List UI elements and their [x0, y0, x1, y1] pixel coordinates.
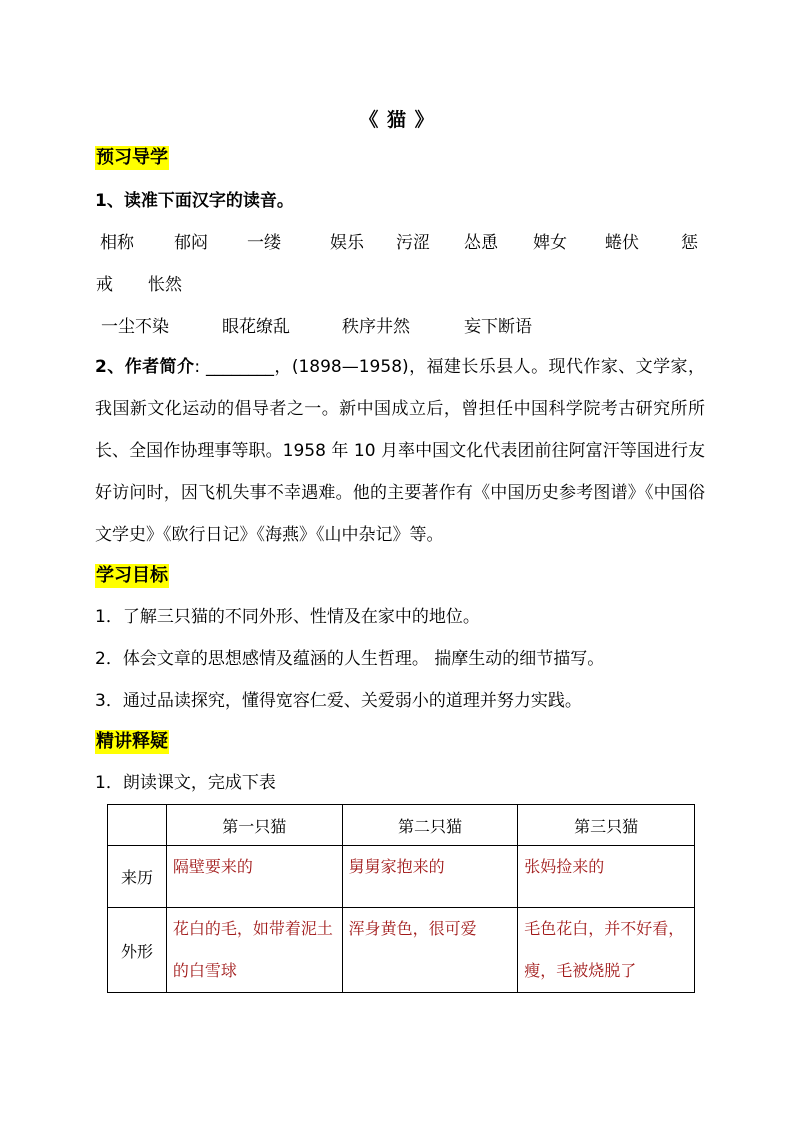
- explain-q1: 1．朗读课文，完成下表: [95, 773, 276, 793]
- goal-item: 2．体会文章的思想感情及蕴涵的人生哲理。 揣摩生动的细节描写。: [95, 649, 605, 669]
- section-heading-goals: 学习目标: [96, 565, 168, 586]
- author-intro: [95, 346, 705, 556]
- author-intro-label: 2、作者简介: [95, 357, 195, 377]
- word-item: 怂恿: [464, 233, 498, 253]
- table-cell: 隔壁要来的: [166, 846, 342, 908]
- section-heading-preview: 预习导学: [96, 147, 168, 168]
- word-item: 秩序井然: [342, 317, 410, 337]
- word-item: 污涩: [396, 233, 430, 253]
- table-cell: 舅舅家抱来的: [342, 846, 518, 908]
- goal-item: 3．通过品读探究，懂得宽容仁爱、关爱弱小的道理并努力实践。: [95, 691, 582, 711]
- author-intro-text: : ________，(1898—1958)，福建长乐县人。现代作家、文学家，我国新文化运动的倡导者之一。新中国成立后，曾担任中国科学院考古研究所所长、全国作协理事等职。1958 年 10 月率中国文化代表团前往阿富汗等国进行友好访问时，因飞机失事不幸遇难。他的主要著作有《中国历史参考图谱》《中国俗文学史》《欧行日记》《海燕》《山中杂记》等。: [95, 357, 705, 545]
- table-cell: 花白的毛，如带着泥土的白雪球: [166, 908, 342, 993]
- goal-item: 1．了解三只猫的不同外形、性情及在家中的地位。: [95, 607, 480, 627]
- word-item: 婢女: [533, 233, 567, 253]
- table-row: [108, 846, 695, 908]
- table-cell: 浑身黄色，很可爱: [342, 908, 518, 993]
- word-item: 一尘不染: [101, 317, 169, 337]
- word-item: 蜷伏: [605, 233, 639, 253]
- section-heading-explain: 精讲释疑: [96, 731, 168, 752]
- word-item: 妄下断语: [464, 317, 532, 337]
- word-item: 郁闷: [174, 233, 208, 253]
- table-row: [108, 908, 695, 993]
- word-item: 戒: [96, 275, 113, 295]
- table-header-cell: 第三只猫: [518, 805, 695, 846]
- table-row-label: 来历: [108, 846, 167, 908]
- cat-comparison-table: [107, 804, 695, 993]
- table-row-label: 外形: [108, 908, 167, 993]
- word-item: 眼花缭乱: [222, 317, 290, 337]
- table-header-cell: 第一只猫: [166, 805, 342, 846]
- table-header-cell: 第二只猫: [342, 805, 518, 846]
- table-cell: 张妈捡来的: [518, 846, 695, 908]
- page-title: 《 猫 》: [359, 109, 435, 131]
- table-cell: 毛色花白，并不好看，瘦，毛被烧脱了: [518, 908, 695, 993]
- word-item: 惩: [681, 233, 698, 253]
- word-item: 怅然: [148, 275, 182, 295]
- table-header-cell: [108, 805, 167, 846]
- word-item: 娱乐: [330, 233, 364, 253]
- word-item: 相称: [100, 233, 134, 253]
- q1-heading: 1、读准下面汉字的读音。: [95, 191, 294, 211]
- word-item: 一缕: [247, 233, 281, 253]
- table-header-row: [108, 805, 695, 846]
